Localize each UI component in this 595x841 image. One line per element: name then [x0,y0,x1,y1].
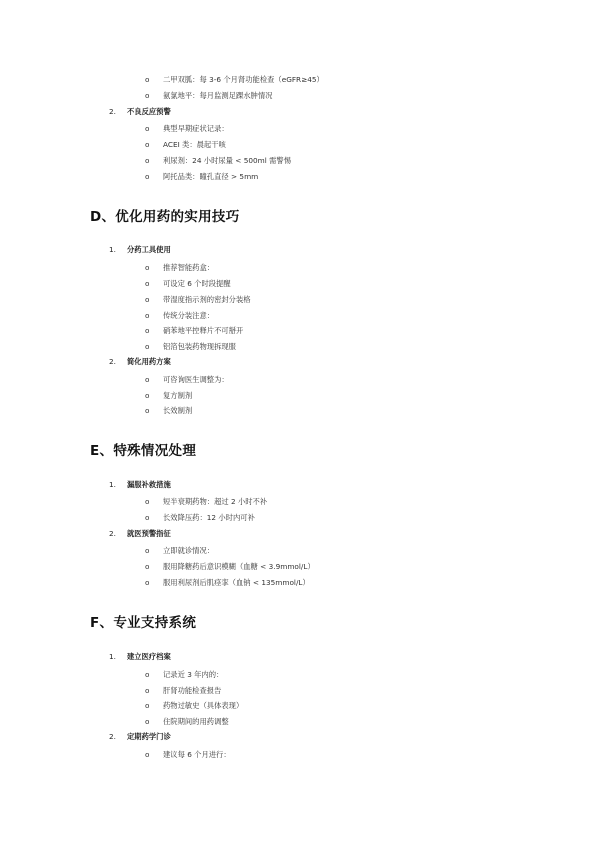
section-heading-f: F、专业支持系统 [90,615,197,631]
bullet-icon: o [145,326,150,335]
bullet-icon: o [145,342,150,351]
bullet-icon: o [145,156,150,165]
bullet-icon: o [145,391,150,400]
bullet-icon: o [145,562,150,571]
bullet-icon: o [145,750,150,759]
bullet-icon: o [145,701,150,710]
section-heading-e: E、特殊情况处理 [90,443,197,459]
bullet-icon: o [145,578,150,587]
bullet-icon: o [145,172,150,181]
bullet-icon: o [145,311,150,320]
bullet-icon: o [145,263,150,272]
bullet-icon: o [145,513,150,522]
bullet-icon: o [145,124,150,133]
document-page: o 二甲双胍：每 3-6 个月肾功能检查（eGFR≥45） o 氨氯地平：每月监测足踝水肿情况 2. 不良反应预警 o 典型早期症状记录： o ACEI 类：晨起干咳 o 利尿剂：24 小时尿量 < 500ml 需警惕 o 阿托品类：瞳孔直径 > 5mm D、优化用药的实用技巧 1. 分药工具使用 o 推荐智能药盒： o 可设定 6 个时段提醒 o 带湿度指示剂的密封分装格 o 传统分装注意： o 硝苯地平控释片不可掰开 o 铝箔包装药物现拆现服 2. 简化用药方案 o 可咨询医生调整为： o 复方制剂 o 长效制剂 E、特殊情况处理 1. 漏服补救措施 o 短半衰期药物：超过 2 小时不补 o 长效降压药：12 小时内可补 2. 就医预警指征 o 立即就诊情况： o 服用降糖药后意识模糊（血糖 < 3.9mmol/L） o 服用利尿剂后肌痉挛（血钠 < 135mmol/L） F、专业支持系统 1. 建立医疗档案 o 记录近 3 年内的： o 肝肾功能检查报告 o 药物过敏史（具体表现） o 住院期间的用药调整 2. 定期药学门诊 o 建议每 6 个月进行： [90,75,324,759]
bullet-icon: o [145,295,150,304]
bullet-icon: o [145,686,150,695]
section-heading-d: D、优化用药的实用技巧 [90,209,240,225]
bullet-icon: o [145,717,150,726]
bullet-icon: o [145,140,150,149]
bullet-icon: o [145,406,150,415]
bullet-icon: o [145,670,150,679]
bullet-icon: o [145,375,150,384]
bullet-icon: o [145,497,150,506]
bullet-icon: o [145,91,150,100]
bullet-icon: o [145,279,150,288]
bullet-icon: o [145,546,150,555]
bullet-icon: o [145,75,150,84]
